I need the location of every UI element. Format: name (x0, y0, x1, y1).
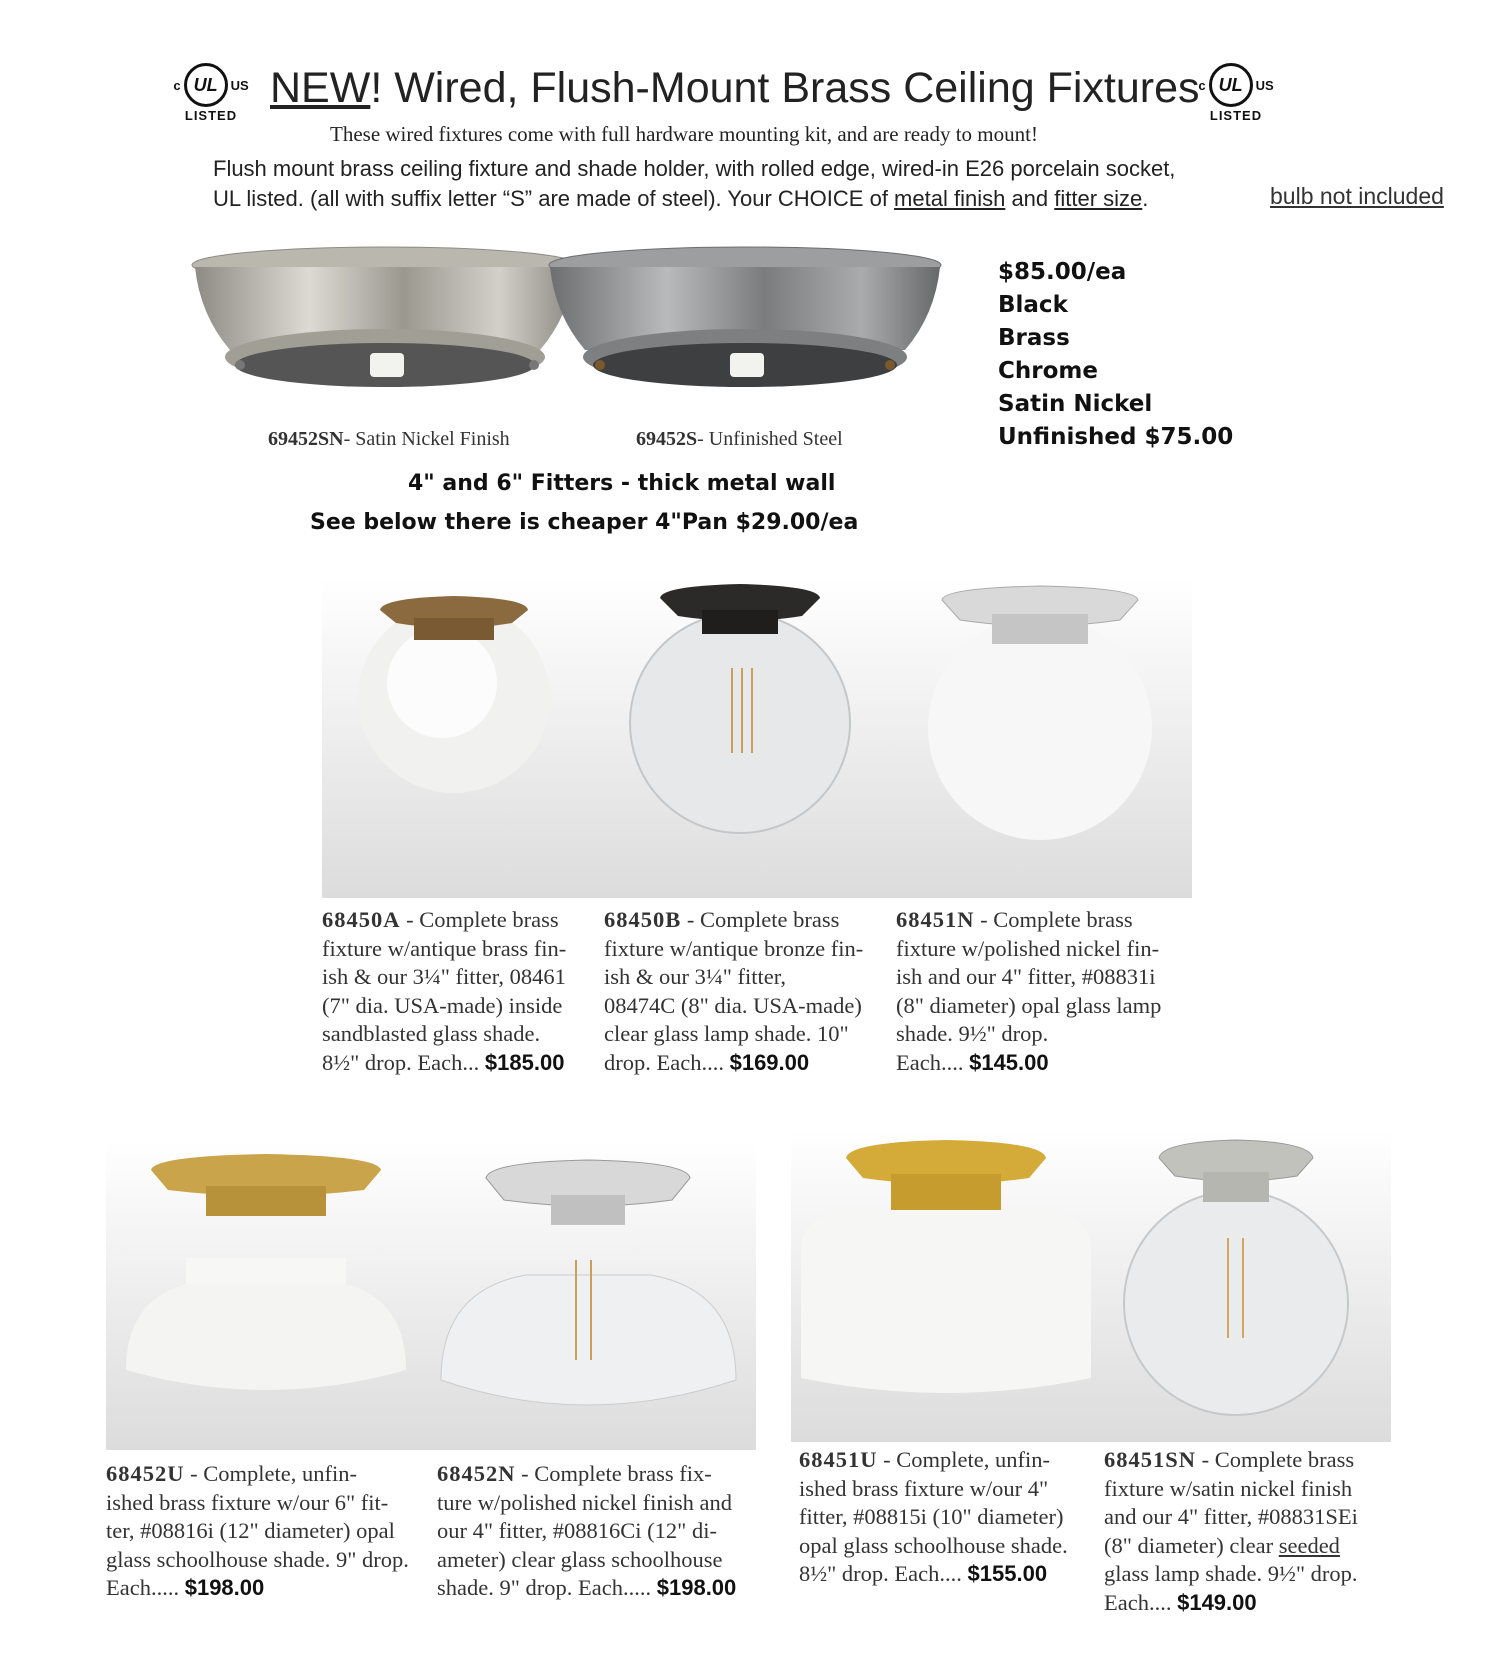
finish-option: Brass (998, 325, 1070, 351)
finish-price-list: $85.00/ea Black Brass Chrome Satin Nickel Unfinished $75.00 (998, 259, 1234, 450)
subtitle: These wired fixtures come with full hardware mounting kit, and are ready to mount! (330, 122, 1038, 146)
fitter-caption-satin-nickel: 69452SN- Satin Nickel Finish (268, 428, 510, 450)
product-desc-68451U: 68451U - Complete, unfin- ished brass fixture w/our 4" fitter, #08815i (10" diameter) opal glass schoolhouse shade. 8½" drop. Each.... $155.00 (799, 1447, 1068, 1586)
cheaper-pan-note: See below there is cheaper 4"Pan $29.00/ea (310, 510, 859, 535)
unfinished-brass-schoolhouse-fixture-image (801, 1140, 1091, 1393)
intro-text: Flush mount brass ceiling fixture and shade holder, with rolled edge, wired-in E26 porcelain socket, UL listed. (all with suffix letter “S” are made of steel). Your CHOICE of metal finish and fitter size. (213, 156, 1176, 211)
ul-logo-icon: UL (1209, 63, 1253, 107)
page-title: NEW! Wired, Flush-Mount Brass Ceiling Fixtures (270, 64, 1200, 112)
finish-option: Satin Nickel (998, 391, 1153, 417)
price: $155.00 (967, 1561, 1048, 1586)
fitter-images (190, 245, 960, 425)
fitter-note: 4" and 6" Fitters - thick metal wall (408, 471, 836, 496)
ul-logo-icon: UL (184, 63, 228, 107)
price: $185.00 (484, 1049, 565, 1075)
product-desc-68450B: 68450B - Complete brass fixture w/antique bronze fin- ish & our 3¼" fitter, 08474C (8" dia. USA-made) clear glass lamp shade. 10" drop. Each.... $169.00 (604, 907, 864, 1075)
product-photo-row1 (322, 578, 1192, 898)
metal-finish-link[interactable]: metal finish (894, 186, 1006, 211)
finish-option: Black (998, 292, 1068, 318)
finish-option: Chrome (998, 358, 1098, 384)
bulb-not-included-note: bulb not included (1270, 183, 1444, 209)
antique-bronze-fixture-image (630, 584, 850, 833)
product-photo-row2-right (791, 1128, 1391, 1442)
unfinished-steel-fitter-image (549, 247, 941, 387)
price: $198.00 (184, 1575, 265, 1600)
product-desc-68451N: 68451N - Complete brass fixture w/polished nickel fin- ish and our 4" fitter, #08831i (8" diameter) opal glass lamp shade. 9½" drop. Each.... $145.00 (896, 907, 1162, 1075)
price: $198.00 (656, 1575, 737, 1600)
price: $149.00 (1177, 1589, 1257, 1615)
product-desc-68451SN: 68451SN - Complete brass fixture w/satin nickel finish and our 4" fitter, #08831SEi (8" diameter) clear seeded glass lamp shade. 9½" drop. Each.... $149.00 (1104, 1447, 1358, 1615)
polished-nickel-schoolhouse-fixture-image (441, 1160, 736, 1405)
ul-listed-badge-left: c UL US LISTED (170, 62, 252, 132)
price: $169.00 (729, 1049, 810, 1075)
brass-schoolhouse-fixture-image (126, 1154, 406, 1390)
product-desc-68450A: 68450A - Complete brass fixture w/antique brass fin- ish & our 3¼" fitter, 08461 (7" dia. USA-made) inside sandblasted glass shade. 8½" drop. Each... $185.00 (322, 907, 567, 1075)
product-desc-68452U: 68452U - Complete, unfin- ished brass fixture w/our 6" fit- ter, #08816i (12" diameter) opal glass schoolhouse shade. 9" drop. Each..... $198.00 (106, 1461, 409, 1600)
fitter-caption-unfinished-steel: 69452S- Unfinished Steel (636, 428, 843, 450)
polished-nickel-fixture-image (928, 586, 1152, 840)
satin-nickel-fitter-image (192, 247, 578, 387)
antique-brass-fixture-image (358, 596, 550, 793)
seeded-link[interactable]: seeded (1278, 1532, 1340, 1558)
satin-nickel-seeded-fixture-image (1124, 1140, 1348, 1415)
product-photo-row2-left (106, 1140, 756, 1450)
ul-listed-badge-right: c UL US LISTED (1195, 62, 1277, 132)
product-desc-68452N: 68452N - Complete brass fix- ture w/polished nickel finish and our 4" fitter, #08816Ci (12" di- ameter) clear glass schoolhouse shade. 9" drop. Each..... $198.00 (437, 1461, 737, 1600)
fitter-size-link[interactable]: fitter size (1054, 186, 1143, 211)
price: $145.00 (969, 1049, 1049, 1075)
